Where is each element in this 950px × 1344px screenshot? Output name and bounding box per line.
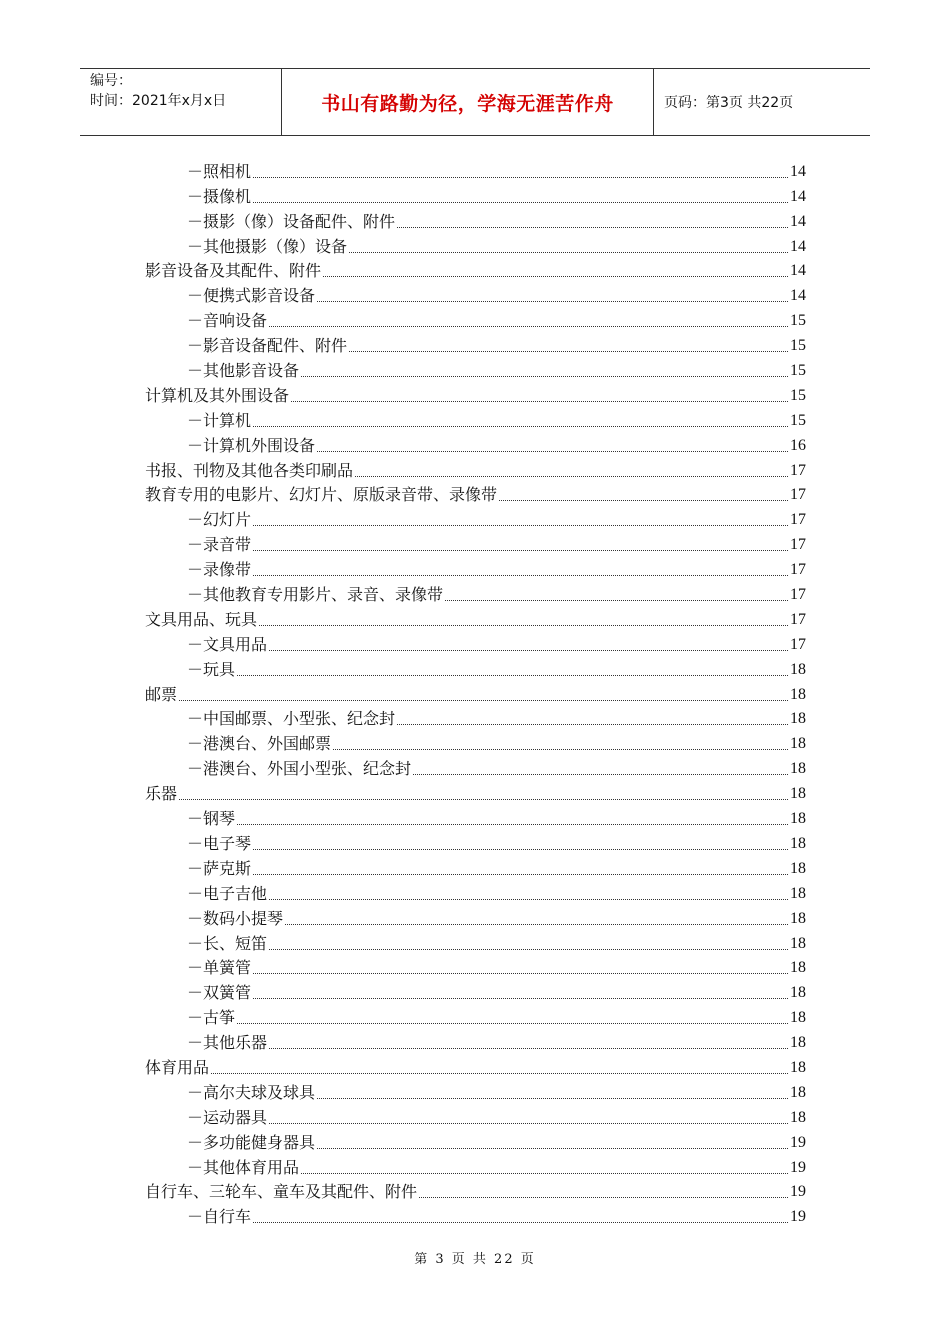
toc-entry-page: 19 — [790, 1183, 806, 1201]
toc-entry-label: －摄像机 — [187, 186, 252, 206]
toc-entry-label: －电子吉他 — [187, 883, 268, 903]
toc-entry-label: －长、短笛 — [187, 933, 268, 953]
toc-entry-label: 书报、刊物及其他各类印刷品 — [145, 460, 354, 480]
toc-entry-page: 18 — [790, 685, 806, 703]
toc-entry-page: 17 — [790, 536, 806, 554]
toc-dot-leader — [301, 375, 788, 377]
toc-dot-leader — [301, 1172, 788, 1174]
toc-dot-leader — [179, 699, 788, 701]
toc-entry-page: 14 — [790, 262, 806, 280]
toc-entry-page: 17 — [790, 461, 806, 479]
toc-entry[interactable] — [145, 929, 806, 954]
toc-entry-label: －自行车 — [187, 1207, 252, 1227]
toc-entry[interactable] — [145, 879, 806, 904]
toc-entry-label: －运动器具 — [187, 1107, 268, 1127]
toc-entry-page: 18 — [790, 859, 806, 877]
toc-entry[interactable] — [145, 630, 806, 655]
toc-entry[interactable] — [145, 804, 806, 829]
toc-entry-label: －港澳台、外国小型张、纪念封 — [187, 759, 412, 779]
toc-entry-label: －其他影音设备 — [187, 361, 300, 381]
toc-entry-page: 14 — [790, 162, 806, 180]
toc-entry[interactable] — [145, 207, 806, 232]
toc-entry-page: 15 — [790, 312, 806, 330]
header-motto: 书山有路勤为径，学海无涯苦作舟 — [321, 92, 614, 115]
toc-dot-leader — [253, 1221, 788, 1223]
toc-entry[interactable] — [145, 406, 806, 431]
toc-entry[interactable] — [145, 1078, 806, 1103]
toc-entry-page: 17 — [790, 586, 806, 604]
header-page-info: 页码：第3页 共22页 — [664, 95, 794, 111]
toc-dot-leader — [253, 201, 788, 203]
toc-dot-leader — [253, 176, 788, 178]
toc-entry-label: －港澳台、外国邮票 — [187, 734, 332, 754]
toc-entry-page: 18 — [790, 959, 806, 977]
toc-dot-leader — [253, 848, 788, 850]
toc-entry-page: 14 — [790, 187, 806, 205]
toc-entry[interactable] — [145, 1202, 806, 1227]
toc-dot-leader — [269, 1047, 788, 1049]
toc-entry[interactable] — [145, 281, 806, 306]
toc-entry[interactable] — [145, 754, 806, 779]
toc-entry[interactable] — [145, 530, 806, 555]
toc-entry-label: －多功能健身器具 — [187, 1132, 316, 1152]
toc-entry-label: 教育专用的电影片、幻灯片、原版录音带、录像带 — [145, 485, 498, 505]
toc-dot-leader — [397, 723, 788, 725]
toc-entry-page: 18 — [790, 884, 806, 902]
toc-entry[interactable] — [145, 904, 806, 929]
toc-entry-label: －双簧管 — [187, 983, 252, 1003]
header-page-info-cell — [654, 69, 870, 135]
toc-entry-page: 15 — [790, 337, 806, 355]
toc-dot-leader — [317, 300, 788, 302]
header-meta — [80, 69, 282, 135]
toc-entry[interactable] — [145, 481, 806, 506]
toc-dot-leader — [419, 1196, 788, 1198]
toc-entry[interactable] — [145, 655, 806, 680]
toc-entry-label: －其他教育专用影片、录音、录像带 — [187, 585, 444, 605]
toc-entry-page: 18 — [790, 1009, 806, 1027]
toc-dot-leader — [323, 275, 788, 277]
toc-entry-label: 计算机及其外围设备 — [145, 385, 290, 405]
toc-entry-page: 15 — [790, 362, 806, 380]
toc-entry[interactable] — [145, 1028, 806, 1053]
toc-entry-page: 18 — [790, 1083, 806, 1101]
toc-entry[interactable] — [145, 1128, 806, 1153]
toc-entry-label: －录像带 — [187, 560, 252, 580]
toc-dot-leader — [355, 475, 788, 477]
toc-entry[interactable] — [145, 456, 806, 481]
toc-entry[interactable] — [145, 257, 806, 282]
toc-dot-leader — [253, 425, 788, 427]
toc-entry[interactable] — [145, 505, 806, 530]
toc-entry-label: －音响设备 — [187, 311, 268, 331]
toc-entry-page: 19 — [790, 1133, 806, 1151]
toc-entry-page: 18 — [790, 710, 806, 728]
toc-dot-leader — [259, 624, 788, 626]
toc-dot-leader — [253, 997, 788, 999]
toc-entry-page: 17 — [790, 511, 806, 529]
toc-entry[interactable] — [145, 1178, 806, 1203]
table-of-contents — [145, 157, 806, 1227]
toc-entry[interactable] — [145, 182, 806, 207]
toc-entry-label: －文具用品 — [187, 634, 268, 654]
toc-entry[interactable] — [145, 680, 806, 705]
page-header — [80, 68, 870, 136]
toc-entry-label: 文具用品、玩具 — [145, 609, 258, 629]
toc-entry-label: －电子琴 — [187, 833, 252, 853]
toc-entry-page: 18 — [790, 760, 806, 778]
toc-dot-leader — [211, 1072, 788, 1074]
toc-entry-label: －数码小提琴 — [187, 908, 284, 928]
toc-entry[interactable] — [145, 555, 806, 580]
toc-entry-label: 影音设备及其配件、附件 — [145, 261, 322, 281]
toc-entry[interactable] — [145, 1103, 806, 1128]
toc-entry-page: 19 — [790, 1158, 806, 1176]
toc-entry[interactable] — [145, 705, 806, 730]
toc-entry-page: 18 — [790, 909, 806, 927]
toc-entry[interactable] — [145, 431, 806, 456]
toc-entry-label: －其他乐器 — [187, 1033, 268, 1053]
toc-entry-label: －摄影（像）设备配件、附件 — [187, 211, 396, 231]
toc-dot-leader — [253, 873, 788, 875]
toc-entry[interactable] — [145, 1003, 806, 1028]
toc-dot-leader — [237, 674, 788, 676]
toc-entry-label: 邮票 — [145, 684, 178, 704]
toc-dot-leader — [291, 400, 788, 402]
toc-dot-leader — [179, 798, 788, 800]
footer-page-number: 第 3 页 共 22 页 — [414, 1252, 536, 1267]
toc-entry-label: －单簧管 — [187, 958, 252, 978]
toc-dot-leader — [253, 524, 788, 526]
toc-entry-page: 17 — [790, 561, 806, 579]
toc-entry-label: －录音带 — [187, 535, 252, 555]
toc-entry-page: 18 — [790, 1034, 806, 1052]
toc-entry-page: 18 — [790, 785, 806, 803]
toc-entry[interactable] — [145, 954, 806, 979]
toc-entry-label: 乐器 — [145, 784, 178, 804]
toc-entry-label: －照相机 — [187, 161, 252, 181]
toc-dot-leader — [253, 574, 788, 576]
toc-entry-page: 16 — [790, 436, 806, 454]
toc-entry[interactable] — [145, 356, 806, 381]
toc-entry[interactable] — [145, 1153, 806, 1178]
toc-entry-label: 自行车、三轮车、童车及其配件、附件 — [145, 1182, 418, 1202]
toc-entry[interactable] — [145, 580, 806, 605]
toc-entry-label: －其他体育用品 — [187, 1157, 300, 1177]
toc-entry-label: 体育用品 — [145, 1057, 210, 1077]
toc-entry-page: 18 — [790, 984, 806, 1002]
toc-entry-label: －中国邮票、小型张、纪念封 — [187, 709, 396, 729]
toc-entry-page: 18 — [790, 810, 806, 828]
toc-entry-label: －萨克斯 — [187, 858, 252, 878]
toc-dot-leader — [317, 450, 788, 452]
toc-dot-leader — [253, 549, 788, 551]
header-number-label: 编号： — [90, 73, 132, 89]
toc-entry-page: 19 — [790, 1208, 806, 1226]
toc-entry-page: 17 — [790, 486, 806, 504]
toc-entry[interactable] — [145, 331, 806, 356]
toc-dot-leader — [397, 226, 788, 228]
header-motto-cell — [282, 69, 654, 135]
toc-entry-label: －便携式影音设备 — [187, 286, 316, 306]
toc-entry[interactable] — [145, 306, 806, 331]
toc-entry-label: －幻灯片 — [187, 510, 252, 530]
toc-dot-leader — [253, 972, 788, 974]
toc-entry[interactable] — [145, 829, 806, 854]
toc-dot-leader — [333, 748, 788, 750]
toc-entry[interactable] — [145, 381, 806, 406]
toc-entry-page: 14 — [790, 287, 806, 305]
toc-dot-leader — [269, 325, 788, 327]
toc-dot-leader — [499, 499, 788, 501]
toc-entry[interactable] — [145, 1053, 806, 1078]
toc-entry-page: 15 — [790, 386, 806, 404]
toc-entry[interactable] — [145, 779, 806, 804]
toc-entry-page: 18 — [790, 834, 806, 852]
toc-dot-leader — [349, 350, 788, 352]
toc-entry-label: －影音设备配件、附件 — [187, 336, 348, 356]
toc-entry[interactable] — [145, 605, 806, 630]
toc-entry-page: 15 — [790, 411, 806, 429]
toc-entry[interactable] — [145, 157, 806, 182]
toc-entry-page: 17 — [790, 610, 806, 628]
toc-dot-leader — [269, 948, 788, 950]
toc-entry[interactable] — [145, 978, 806, 1003]
toc-entry-page: 18 — [790, 735, 806, 753]
toc-dot-leader — [285, 923, 788, 925]
toc-entry-label: －计算机 — [187, 410, 252, 430]
toc-entry-page: 14 — [790, 212, 806, 230]
toc-dot-leader — [317, 1147, 788, 1149]
toc-entry[interactable] — [145, 854, 806, 879]
toc-entry-page: 18 — [790, 934, 806, 952]
toc-entry-label: －计算机外围设备 — [187, 435, 316, 455]
toc-dot-leader — [269, 898, 788, 900]
header-time-label: 时间：2021年x月x日 — [90, 93, 227, 109]
toc-entry-label: －钢琴 — [187, 809, 236, 829]
toc-entry-page: 18 — [790, 660, 806, 678]
toc-entry-page: 18 — [790, 1108, 806, 1126]
toc-dot-leader — [237, 1022, 788, 1024]
toc-dot-leader — [317, 1097, 788, 1099]
toc-dot-leader — [349, 251, 788, 253]
toc-dot-leader — [237, 823, 788, 825]
toc-entry-page: 18 — [790, 1058, 806, 1076]
toc-dot-leader — [269, 649, 788, 651]
toc-entry-label: －其他摄影（像）设备 — [187, 236, 348, 256]
toc-entry-label: －高尔夫球及球具 — [187, 1082, 316, 1102]
toc-entry-page: 17 — [790, 635, 806, 653]
toc-entry-label: －古筝 — [187, 1008, 236, 1028]
toc-entry[interactable] — [145, 232, 806, 257]
page-footer — [0, 1248, 950, 1267]
toc-entry[interactable] — [145, 729, 806, 754]
toc-dot-leader — [445, 599, 788, 601]
toc-dot-leader — [269, 1122, 788, 1124]
toc-entry-label: －玩具 — [187, 659, 236, 679]
toc-entry-page: 14 — [790, 237, 806, 255]
toc-dot-leader — [413, 773, 788, 775]
